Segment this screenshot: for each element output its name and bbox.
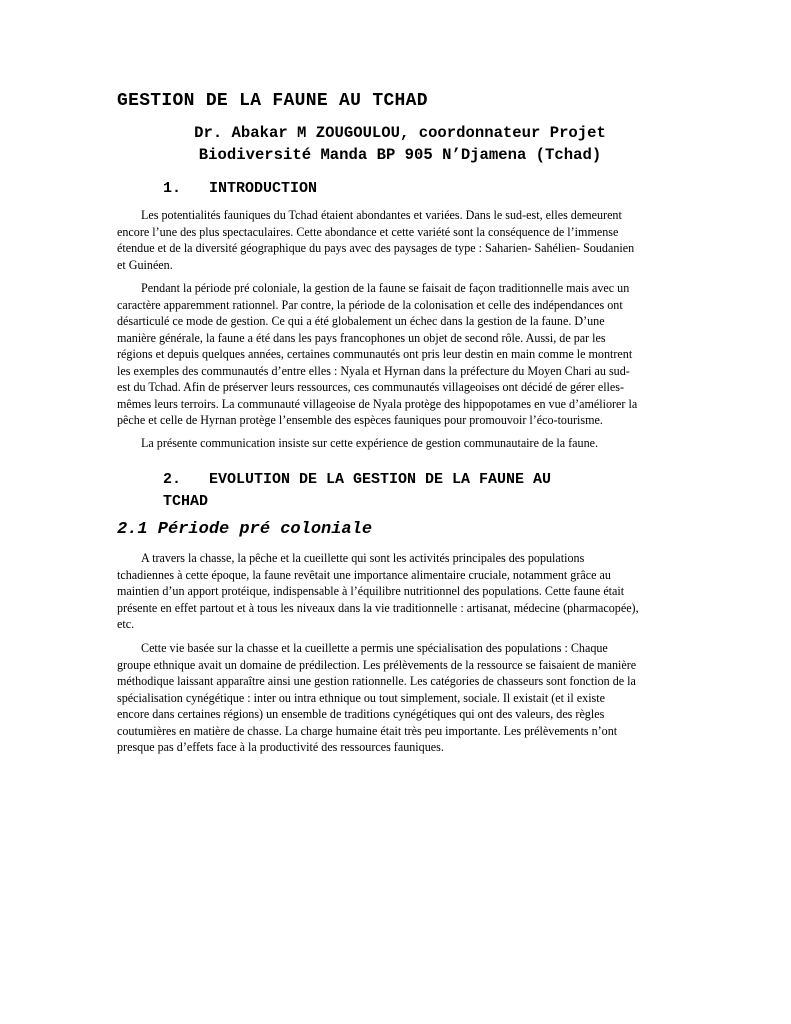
text-line: groupe ethnique avait un domaine de prédilection. Les prélèvements de la ressource se faisaient de manière — [117, 657, 637, 672]
intro-paragraph-1 — [117, 207, 671, 273]
text-line: maintien d’un apport protéique, indispensable à l’équilibre nutritionnel des populations. Cette faune était — [117, 584, 625, 598]
text-line: etc. — [117, 617, 135, 631]
text-line: coutumières en matière de chasse. La charge humaine était très peu importante. Les prélèvements n’ont — [117, 723, 618, 738]
section-1-heading — [163, 179, 317, 199]
text-line: presque pas d’effets face à la productivité des ressources fauniques. — [117, 740, 444, 754]
text-line: La présente communication insiste sur cette expérience de gestion communautaire de la faune. — [141, 436, 599, 450]
document-title: GESTION DE LA FAUNE AU TCHAD — [117, 91, 428, 111]
precolonial-paragraph-1 — [117, 550, 671, 633]
text-line: manière générale, la faune a été dans les pays francophones un objet de second rôle. Aussi, de par les — [117, 330, 606, 345]
text-line: régions et depuis quelques années, certaines communautés ont pris leur destin en main comme le montrent — [117, 347, 633, 361]
section-1-number: 1. — [163, 180, 182, 197]
text-line: Pendant la période pré coloniale, la gestion de la faune se faisait de façon traditionnelle mais avec un — [141, 281, 630, 295]
text-line: pêche et celle de Hyrnan protège l’ensemble des espèces fauniques pour promouvoir l’éco-tourisme. — [117, 413, 603, 427]
text-line: Les potentialités fauniques du Tchad étaient abondantes et variées. Dans le sud-est, elles demeurent — [141, 208, 622, 222]
author-block — [140, 122, 660, 166]
subsection-2-1-title: 2.1 Période pré coloniale — [117, 520, 373, 539]
text-line: encore l’une des plus spectaculaires. Cette abondance et cette variété sont la conséquence de l’immense — [117, 224, 619, 239]
text-line: Cette vie basée sur la chasse et la cueillette a permis une spécialisation des populations : Chaque — [141, 641, 608, 655]
text-line: est du Tchad. Afin de préserver leurs ressources, ces communautés villageoises ont décidé de gérer elles- — [117, 380, 625, 394]
section-2-title-line-1: EVOLUTION DE LA GESTION DE LA FAUNE AU — [209, 471, 552, 488]
section-2-number: 2. — [163, 471, 182, 488]
text-line: étendue et de la diversité géographique du pays avec des paysages de type : Saharien- Sahélien- Soudanien — [117, 241, 635, 255]
precolonial-paragraph-2 — [117, 640, 671, 756]
intro-paragraph-2 — [117, 280, 671, 429]
intro-paragraph-3 — [117, 435, 671, 452]
author-line-1: Dr. Abakar M ZOUGOULOU, coordonnateur Projet — [194, 124, 606, 142]
text-line: les exemples des communautés d’entre elles : Nyala et Hyrnan dans la préfecture du Moyen Chari au sud- — [117, 363, 630, 378]
author-line-2: Biodiversité Manda BP 905 N’Djamena (Tchad) — [198, 146, 602, 164]
text-line: spécialisation cynégétique : inter ou intra ethnique ou tout simplement, sociale. Il existait (et il existe — [117, 690, 605, 705]
text-line: présente en effet partout et à tous les niveaux dans la vie traditionnelle : artisanat, médecine (pharmacopée), — [117, 600, 639, 615]
text-line: mêmes leurs terroirs. La communauté villageoise de Nyala protège des hippopotames en vue d’améliorer la — [117, 396, 638, 411]
text-line: désarticulé ce mode de gestion. Ce qui a été globalement un échec dans la gestion de la faune. D’une — [117, 314, 605, 328]
text-line: méthodique laissant apparaître ainsi une gestion rationnelle. Les catégories de chasseurs sont fonction de la — [117, 674, 636, 688]
text-line: encore dans certaines régions) un ensemble de traditions cynégétiques qui ont des valeurs, des règles — [117, 707, 605, 721]
section-2-title-line-2: TCHAD — [163, 493, 209, 510]
text-line: caractère apparemment rationnel. Par contre, la période de la colonisation et celle des indépendances ont — [117, 297, 623, 312]
text-line: et Guinéen. — [117, 257, 173, 272]
text-line: tchadiennes à cette époque, la faune revêtait une importance alimentaire cruciale, notamment grâce au — [117, 567, 611, 582]
section-1-title: INTRODUCTION — [209, 180, 318, 197]
section-2-heading — [163, 469, 643, 513]
text-line: A travers la chasse, la pêche et la cueillette qui sont les activités principales des populations — [141, 551, 585, 565]
